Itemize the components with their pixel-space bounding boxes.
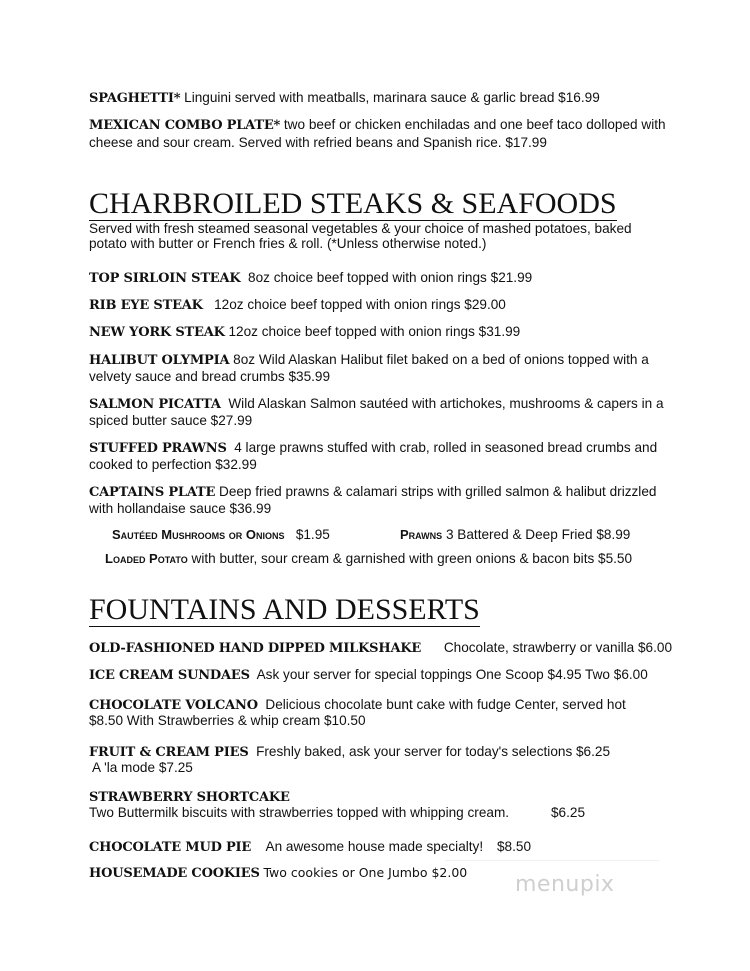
item-desc-cont: with hollandaise sauce $36.99 — [89, 501, 272, 516]
item-desc-cont: A 'la mode $7.25 — [92, 760, 193, 775]
item-desc-cont: $8.50 With Strawberries & whip cream $10.50 — [89, 713, 366, 728]
menu-item-mexican-combo: MEXICAN COMBO PLATE* two beef or chicken enchiladas and one beef taco dolloped with — [89, 117, 666, 133]
menu-item: TOP SIRLOIN STEAK 8oz choice beef topped with onion rings $21.99 — [89, 270, 533, 286]
extra-sauteed: Sautéed Mushrooms or Onions $1.95 — [112, 527, 330, 542]
section-subtitle: Served with fresh steamed seasonal vegetables & your choice of mashed potatoes, baked — [89, 221, 632, 236]
menu-item: NEW YORK STEAK 12oz choice beef topped with onion rings $31.99 — [89, 324, 521, 340]
menu-item: CAPTAINS PLATE Deep fried prawns & calamari strips with grilled salmon & halibut drizzled — [89, 484, 657, 500]
section-heading-desserts: FOUNTAINS AND DESSERTS — [89, 593, 480, 626]
item-desc-cont: Two Buttermilk biscuits with strawberries topped with whipping cream. — [89, 805, 510, 820]
menu-item: STUFFED PRAWNS 4 large prawns stuffed with crab, rolled in seasoned bread crumbs and — [89, 440, 658, 456]
section-heading-steaks: CHARBROILED STEAKS & SEAFOODS — [89, 187, 617, 220]
watermark-logo: menupix — [515, 872, 615, 897]
menu-item-name: STRAWBERRY SHORTCAKE — [89, 790, 290, 805]
item-price: $6.25 — [576, 744, 611, 759]
menu-item: ICE CREAM SUNDAES Ask your server for special toppings One Scoop $4.95 Two $6.00 — [89, 667, 648, 683]
menu-item: OLD-FASHIONED HAND DIPPED MILKSHAKE Chocolate, strawberry or vanilla $6.00 — [89, 640, 672, 656]
item-desc-cont: cooked to perfection $32.99 — [89, 457, 257, 472]
item-desc-cont: cheese and sour cream. Served with refried beans and Spanish rice. $17.99 — [89, 135, 547, 150]
menu-item: CHOCOLATE MUD PIE An awesome house made specialty! — [89, 839, 484, 855]
extra-loaded-potato: Loaded Potato with butter, sour cream & garnished with green onions & bacon bits $5.50 — [105, 551, 633, 566]
item-price: $6.25 — [551, 805, 586, 820]
menu-item: HALIBUT OLYMPIA 8oz Wild Alaskan Halibut filet baked on a bed of onions topped with a — [89, 352, 649, 368]
menu-item: RIB EYE STEAK 12oz choice beef topped with onion rings $29.00 — [89, 297, 506, 313]
divider — [445, 860, 660, 861]
item-desc-cont: spiced butter sauce $27.99 — [89, 413, 253, 428]
menu-item: HOUSEMADE COOKIES Two cookies or One Jumbo $2.00 — [89, 865, 468, 881]
item-price: $8.50 — [497, 839, 532, 854]
menu-item-spaghetti: SPAGHETTI* Linguini served with meatballs, marinara sauce & garlic bread $16.99 — [89, 90, 600, 106]
section-subtitle: potato with butter or French fries & roll. (*Unless otherwise noted.) — [89, 236, 487, 251]
menu-item: CHOCOLATE VOLCANO Delicious chocolate bunt cake with fudge Center, served hot — [89, 697, 626, 713]
menu-item: FRUIT & CREAM PIES Freshly baked, ask your server for today's selections — [89, 744, 573, 760]
item-desc-cont: velvety sauce and bread crumbs $35.99 — [89, 369, 331, 384]
extra-prawns: Prawns 3 Battered & Deep Fried $8.99 — [400, 527, 631, 542]
menu-item: SALMON PICATTA Wild Alaskan Salmon sautéed with artichokes, mushrooms & capers in a — [89, 396, 664, 412]
